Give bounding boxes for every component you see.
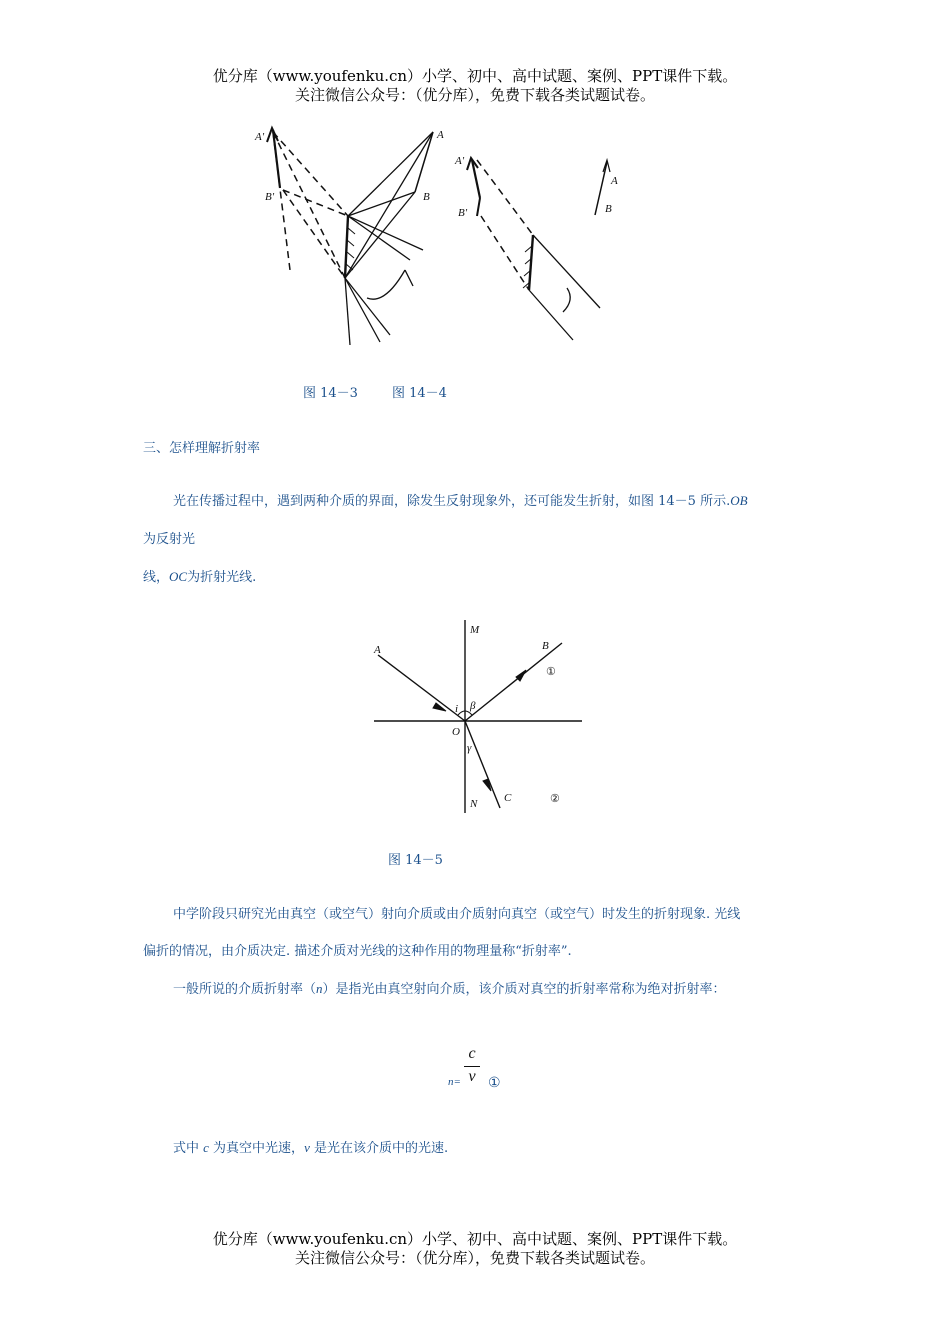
- incident-ray: [378, 655, 465, 721]
- label-b-2: B: [605, 203, 612, 215]
- para3: 一般所说的介质折射率（n）是指光由真空射向介质，该介质对真空的折射率常称为绝对折射率：: [173, 981, 726, 997]
- label-a-145: A: [374, 644, 381, 656]
- label-gamma: γ: [467, 742, 472, 754]
- caption-14-4: 图 14－4: [392, 386, 447, 401]
- formula-number: ①: [488, 1075, 501, 1091]
- mirror: [345, 216, 348, 278]
- label-b-145: B: [542, 640, 549, 652]
- header-line-1: 优分库（www.youfenku.cn）小学、初中、高中试题、案例、PPT课件下载。: [212, 67, 738, 85]
- label-b: B: [423, 191, 430, 203]
- label-a-2: A: [611, 175, 618, 187]
- label-b-prime-2: B': [458, 207, 468, 219]
- para4: 式中 c 为真空中光速，v 是光在该介质中的光速.: [173, 1140, 449, 1156]
- label-medium-2: ②: [550, 793, 560, 805]
- para1-line1: 光在传播过程中，遇到两种介质的界面，除发生反射现象外，还可能发生折射，如图 14－5 所示.OB: [173, 493, 748, 509]
- label-o: O: [452, 726, 460, 738]
- label-a: A: [437, 129, 444, 141]
- section-title: 三、怎样理解折射率: [143, 441, 261, 456]
- formula-denominator: v: [468, 1068, 476, 1085]
- caption-14-3: 图 14－3: [303, 386, 358, 401]
- formula-lhs: n=: [448, 1076, 461, 1088]
- figure-14-3: [245, 120, 445, 350]
- caption-14-5: 图 14－5: [388, 853, 443, 868]
- header-line-2: 关注微信公众号：（优分库），免费下载各类试题试卷。: [294, 86, 655, 104]
- formula-fraction-bar: [464, 1066, 480, 1067]
- para1-line2: 为反射光: [143, 532, 196, 547]
- para1-line3: 线，OC为折射光线.: [143, 569, 257, 585]
- reflected-ray: [465, 643, 562, 721]
- footer-line-2: 关注微信公众号：（优分库），免费下载各类试题试卷。: [294, 1249, 655, 1267]
- label-n: N: [470, 798, 478, 810]
- label-medium-1: ①: [546, 666, 556, 678]
- label-m: M: [470, 624, 480, 636]
- label-c-145: C: [504, 792, 512, 804]
- figure-14-5: [370, 615, 585, 820]
- para2-line2: 偏折的情况，由介质决定. 描述介质对光线的这种作用的物理量称“折射率”.: [143, 944, 572, 959]
- label-beta: β: [470, 700, 476, 712]
- footer-line-1: 优分库（www.youfenku.cn）小学、初中、高中试题、案例、PPT课件下载。: [212, 1230, 738, 1248]
- label-a-prime: A': [255, 131, 265, 143]
- formula-numerator: c: [468, 1045, 476, 1062]
- figure-14-4: [455, 150, 625, 350]
- para2-line1: 中学阶段只研究光由真空（或空气）射向介质或由介质射向真空（或空气）时发生的折射现象. 光线: [173, 907, 741, 922]
- label-i: i: [455, 703, 459, 715]
- label-b-prime: B': [265, 191, 275, 203]
- label-a-prime-2: A': [455, 155, 465, 167]
- refracted-ray: [465, 721, 500, 808]
